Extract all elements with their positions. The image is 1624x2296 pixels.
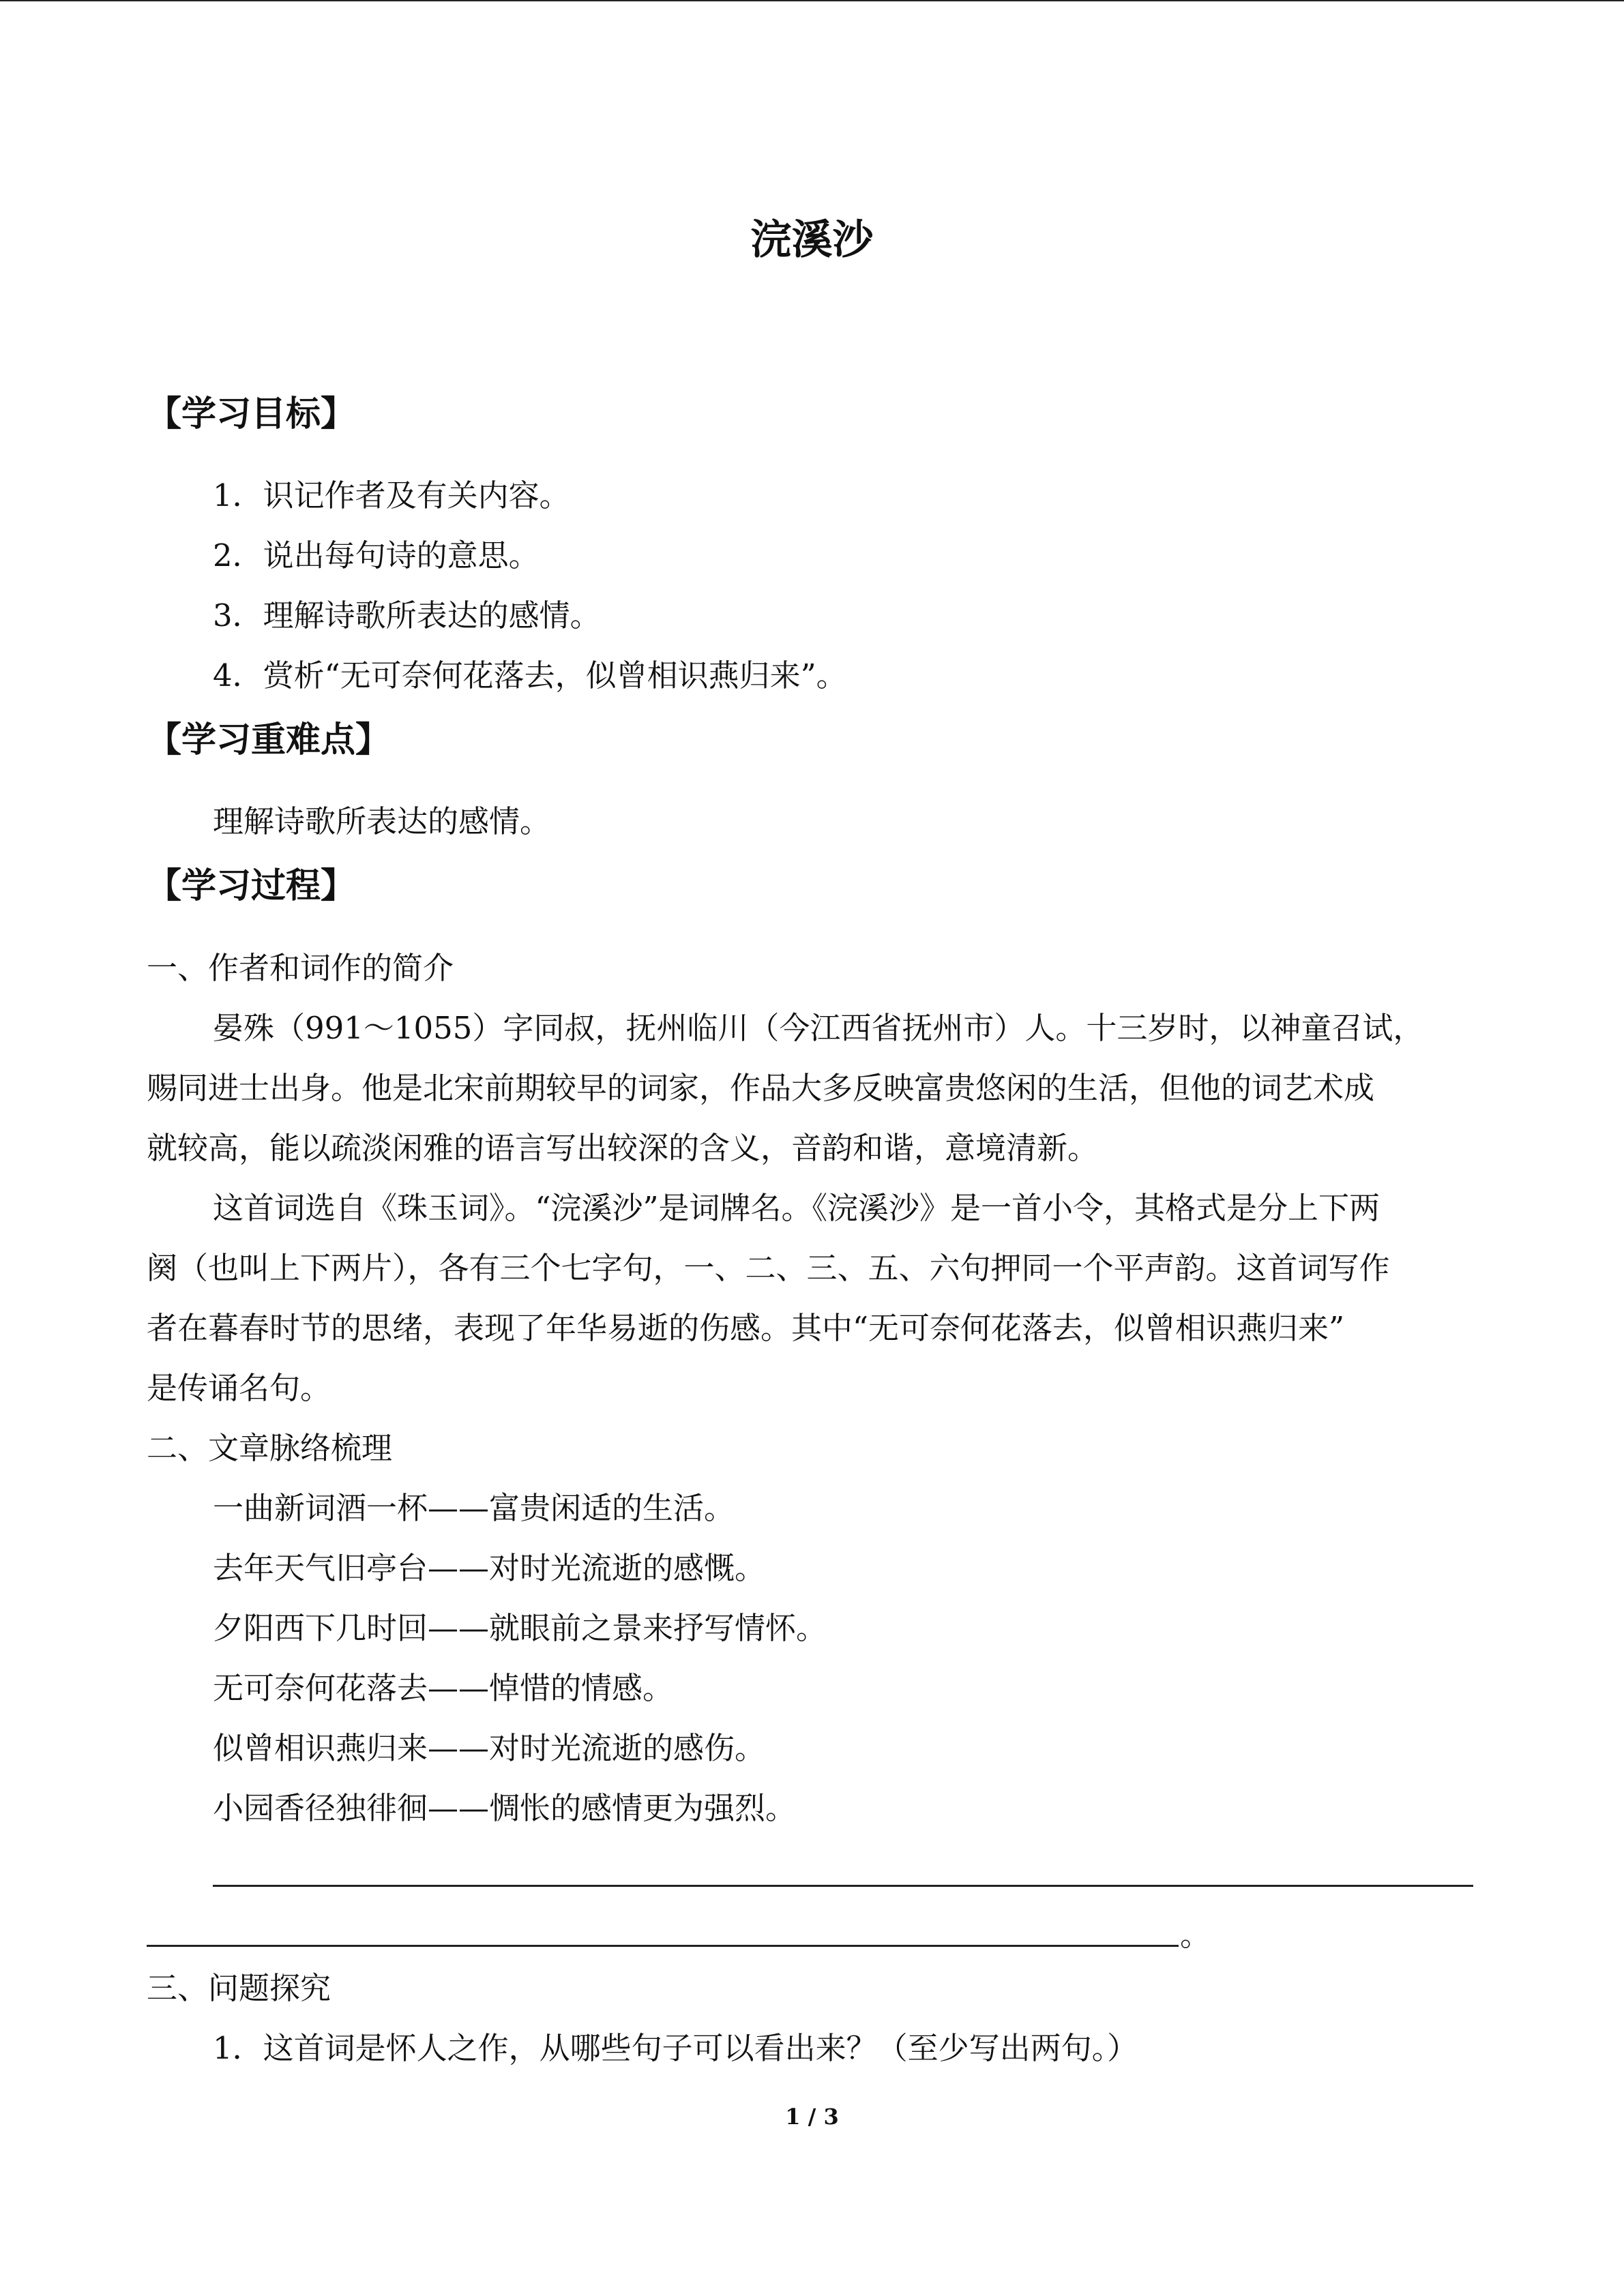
intro-para2-line2: 阕（也叫上下两片），各有三个七字句，一、二、三、五、六句押同一个平声韵。这首词写作 (147, 1250, 1390, 1286)
goal-item-2: 2．说出每句诗的意思。 (213, 537, 540, 573)
top-border-line (0, 0, 1624, 1)
outline-line-2: 去年天气旧亭台——对时光流逝的感慨。 (213, 1550, 766, 1586)
intro-para1-line2: 赐同进士出身。他是北宋前期较早的词家，作品大多反映富贵悠闲的生活，但他的词艺术成 (147, 1070, 1375, 1106)
key-points-heading: 【学习重难点】 (147, 719, 391, 760)
goals-heading: 【学习目标】 (147, 393, 356, 434)
answer-blank-line-2[interactable] (147, 1945, 1179, 1947)
outline-line-3: 夕阳西下几时回——就眼前之景来抒写情怀。 (213, 1610, 827, 1646)
goal-item-4: 4．赏析“无可奈何花落去，似曾相识燕归来”。 (213, 657, 847, 694)
key-points-text: 理解诗歌所表达的感情。 (213, 803, 551, 839)
outline-line-5: 似曾相识燕归来——对时光流逝的感伤。 (213, 1730, 766, 1766)
part1-heading: 一、作者和词作的简介 (147, 950, 454, 986)
process-heading: 【学习过程】 (147, 865, 356, 906)
outline-line-1: 一曲新词酒一杯——富贵闲适的生活。 (213, 1490, 735, 1526)
blank-end-punctuation: 。 (1180, 1917, 1211, 1953)
goal-item-3: 3．理解诗歌所表达的感情。 (213, 597, 601, 633)
goal-item-1: 1．识记作者及有关内容。 (213, 477, 570, 513)
intro-para2-line1: 这首词选自《珠玉词》。“浣溪沙”是词牌名。《浣溪沙》是一首小令，其格式是分上下两 (213, 1190, 1381, 1226)
outline-line-4: 无可奈何花落去——悼惜的情感。 (213, 1670, 674, 1706)
intro-para2-line4: 是传诵名句。 (147, 1370, 331, 1406)
intro-para2-line3: 者在暮春时节的思绪，表现了年华易逝的伤感。其中“无可奈何花落去，似曾相识燕归来” (147, 1310, 1345, 1346)
answer-blank-line-1[interactable] (213, 1885, 1473, 1887)
outline-line-6: 小园香径独徘徊——惆怅的感情更为强烈。 (213, 1790, 797, 1826)
part3-heading: 三、问题探究 (147, 1970, 331, 2006)
page-number: 1 / 3 (785, 2104, 839, 2130)
question-1: 1．这首词是怀人之作，从哪些句子可以看出来？（至少写出两句。） (213, 2030, 1138, 2066)
intro-para1-line3: 就较高，能以疏淡闲雅的语言写出较深的含义，音韵和谐，意境清新。 (147, 1130, 1099, 1166)
document-title: 浣溪沙 (750, 216, 874, 264)
intro-para1-line1: 晏殊（991～1055）字同叔，抚州临川（今江西省抚州市）人。十三岁时，以神童召试， (213, 1010, 1424, 1046)
part2-heading: 二、文章脉络梳理 (147, 1430, 393, 1466)
